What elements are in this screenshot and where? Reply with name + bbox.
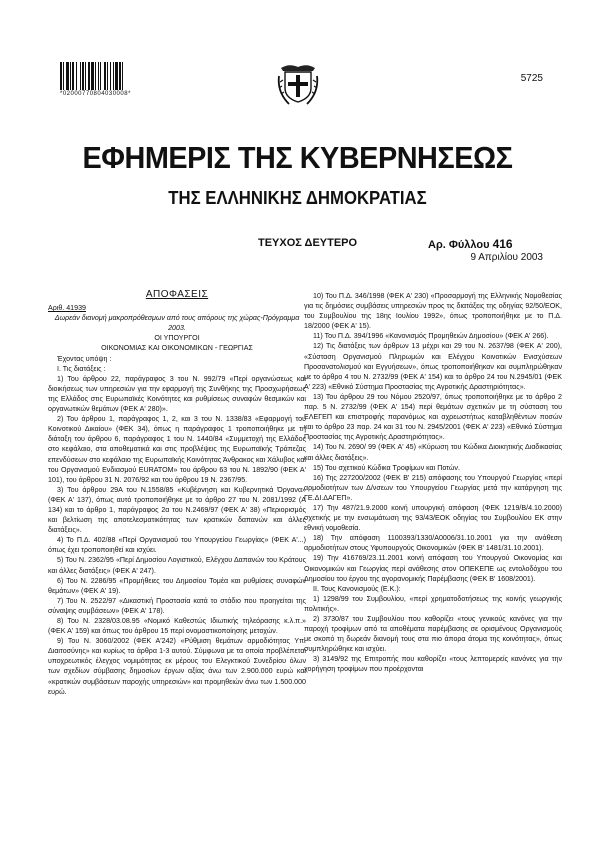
decision-title: Δωρεάν διανομή μακροπρόθεσμων από τους απόρους της χώρας-Πρόγραμμα 2003.	[54, 314, 300, 333]
right-column	[304, 291, 562, 675]
paragraph: 6) Του Ν. 2286/95 «Προμήθειες του Δημοσίου Τομέα και ρυθμίσεις συναφών θεμάτων» (ΦΕΚ Α' 19).	[48, 576, 306, 595]
issue-date: 9 Απριλίου 2003	[470, 252, 543, 263]
paragraph: 1) 1298/99 του Συμβουλίου, «περί χρηματοδοτήσεως της κοινής γεωργικής πολιτικής».	[304, 594, 562, 613]
paragraph: 10) Του Π.Δ. 346/1998 (ΦΕΚ Α' 230) «Προσαρμογή της Ελληνικής Νομοθεσίας για τις δημόσιες συμβάσεις υπηρεσιών προς τις διατάξεις της οδηγίας 92/50/ΕΟΚ, του Συμβουλίου της 18ης Ιουλίου 1992», όπως τροποποιήθηκε με το Π.Δ. 18/2000 (ΦΕΚ Α' 15).	[304, 292, 562, 331]
paragraph: 7) Του Ν. 2522/97 «Δικαστική Προστασία κατά το στάδιο που προηγείται της σύναψης συμβάσεων» (ΦΕΚ Α' 178).	[48, 596, 306, 615]
paragraph: 2) 3730/87 του Συμβουλίου που καθορίζει «τους γενικούς κανόνες για την παροχή τροφίμων από τα αποθέματα παρέμβασης σε ορισμένους Οργανισμούς με σκοπό τη δωρεάν διανομή τους στα πιο άπορα άτομα της κοινότητας», όπως συμπληρώθηκε και ισχύει.	[304, 615, 562, 654]
sheet-number	[428, 237, 513, 251]
paragraph: 5) Του Ν. 2362/95 «Περί Δημοσίου Λογιστικού, Ελέγχου Δαπανών του Κράτους και άλλες διατάξεις» (ΦΕΚ Α' 247).	[48, 556, 306, 575]
intro-text: Έχοντας υπόψη :	[57, 354, 112, 363]
gazette-subtitle: ΤΗΣ ΕΛΛΗΝΙΚΗΣ ΔΗΜΟΚΡΑΤΙΑΣ	[168, 188, 427, 208]
greek-coat-of-arms-icon	[277, 62, 319, 108]
paragraph: 17) Την 487/21.9.2000 κοινή υπουργική απόφαση (ΦΕΚ 1219/Β/4.10.2000) σχετικής με την ενσωμάτωση της 93/43/ΕΟΚ οδηγίας του Συμβουλίου ΕΚ στην εθνική νομοθεσία.	[304, 503, 562, 533]
left-column	[48, 290, 306, 697]
paragraph: 9) Του Ν. 3060/2002 (ΦΕΚ Α'242) «Ρύθμιση θεμάτων αρμοδιότητας Υπ. Διαιτοσύνης» και κυρίως τα άρθρα 1-3 αυτού. Σύμφωνα με τα οποία προβλέπεται υποχρεωτικός έλεγχος νομιμότητας εκ μέρους του Ελεγκτικού Συνεδρίου όλων των σχεδίων σύμβασης δημοσίων έργων αξίας άνω των 2.900.000 ευρώ και «κρατικών συμβάσεων παροχής υπηρεσιών» και προμηθειών άνω των 1.500.000 ευρώ.	[48, 637, 306, 696]
paragraph: 8) Του Ν. 2328/03.08.95 «Νομικό Καθεστώς Ιδιωτικής τηλεόρασης κ.λ.π.» (ΦΕΚ Α' 159) και όπως του άρθρου 15 περί ονομαστικοποίησης μετοχών.	[48, 617, 306, 636]
gazette-title: ΕΦΗΜΕΡΙΣ ΤΗΣ ΚΥΒΕΡΝΗΣΕΩΣ	[82, 140, 513, 175]
sheet-label: Αρ. Φύλλου	[428, 239, 490, 251]
paragraph: 1) Του άρθρου 22, παράγραφος 3 του Ν. 992/79 «Περί οργανώσεως και διοικήσεως των υπηρεσιών για την εφαρμογή της Συνθήκης της Προσχωρήσεως της Ελλάδος στις Ευρωπαϊκές Κοινότητες και ρυθμίσεως συναφών θεσμικών και οργανωτικών θεμάτων (ΦΕΚ Α' 280)».	[48, 374, 306, 414]
paragraph: 18) Την απόφαση 1100393/1330/Α0006/31.10.2001 για την ανάθεση αρμοδιοτήτων στους Υφυπουργούς Οικονομικών (ΦΕΚ Β' 1481/31.10.2001).	[304, 534, 562, 553]
paragraph: 14) Του Ν. 2690/ 99 (ΦΕΚ Α' 45) «Κύρωση του Κώδικα Διοικητικής Διαδικασίας και άλλες διατάξεις».	[304, 443, 562, 462]
paragraph: ΙΙ. Τους Κανονισμούς (Ε.Κ.):	[313, 584, 401, 593]
paragraph: 2) Του άρθρου 1, παράγραφος 1, 2, και 3 του Ν. 1338/83 «Εφαρμογή του Κοινοτικού Δικαίου» (ΦΕΚ 34), όπως η παράγραφος 1 τροποποιήθηκε με τη διάταξη του άρθρου 6, παράγραφος 1 του Ν. 1440/84 «Συμμετοχή της Ελλάδος στο κεφάλαιο, στα αποθεματικά και στις προβλέψεις της Ευρωπαϊκής Τράπεζας επενδύσεων στο κεφάλαιο της Ευρωπαϊκής Κοινότητας Άνθρακος και Χάλυβος και του Οργανισμού Ενδιασμού EURATOM» του άρθρου 63 του Ν. 1892/90 (ΦΕΚ Α' 101), του άρθρου 31 Ν. 2076/92 και του άρθρου 19 Ν. 2367/95.	[48, 415, 306, 484]
sheet-number-value: 416	[492, 237, 513, 251]
intro-subtext: Ι. Τις διατάξεις :	[57, 364, 106, 373]
paragraph: 19) Την 416769/23.11.2001 κοινή απόφαση του Υπουργού Οικονομίας και Οικονομικών και Γεωργίας περί ανάθεσης στον ΟΠΕΚΕΠΕ ως εντολοδόχου του Δημοσίου του έργου της αγορανομικής Παρέμβασης (ΦΕΚ Β' 1608/2001).	[304, 554, 562, 583]
paragraph: 12) Τις διατάξεις των άρθρων 13 μέχρι και 29 του Ν. 2637/98 (ΦΕΚ Α' 200), «Σύσταση Οργανισμού Πληρωμών και Ελέγχου Κοινοτικών Ενισχύσεων Προσανατολισμού και Εγγυήσεων», όπως τροποποιήθηκαν και συμπληρώθηκαν με το άρθρο 4 του Ν. 2732/99 (ΦΕΚ Α' 154) και το άρθρο 24 του Ν.2945/01 (ΦΕΚ Α' 223) «Εθνικό Σύστημα Προστασίας της Αγροτικής Δραστηριότητας».	[304, 342, 562, 391]
paragraph: 4) Το Π.Δ. 402/88 «Περί Οργανισμού του Υπουργείου Γεωργίας» (ΦΕΚ Α'...) όπως έχει τροποποιηθεί και ισχύει.	[48, 536, 306, 555]
barcode-text: *02000770804030008*	[60, 91, 131, 97]
section-heading: ΑΠΟΦΑΣΕΙΣ	[145, 289, 209, 300]
paragraph: 3) Του άρθρου 29Α του Ν.1558/85 «Κυβέρνηση και Κυβερνητικά Όργανα» (ΦΕΚ Α' 137), όπως αυτό τροποποιήθηκε με το άρθρο 27 του Ν. 2081/1992 (Α 134) και το άρθρο 1, παράγραφος 2α του Ν.2469/97 (ΦΕΚ Α' 38) «Περιορισμός και βελτίωση της αποτελεσματικότητας των κρατικών δαπανών και άλλες διατάξεις».	[48, 485, 306, 535]
paragraph: 3) 3149/92 της Επιτροπής που καθορίζει «τους λεπτομερείς κανόνες για την χορήγηση τροφίμων που προέρχονται	[304, 655, 562, 674]
paragraph: 11) Του Π.Δ. 394/1996 «Κανονισμός Προμηθειών Δημοσίου» (ΦΕΚ Α' 266).	[313, 332, 549, 341]
paragraph: 16) Της 227200/2002 (ΦΕΚ Β' 215) απόφασης του Υπουργού Γεωργίας «περί αρμοδιοτήτων των Δ/νσεων του Υπουργείου Γεωργίας μετά την κατάργηση της ΓΕ.ΔΙ.ΔΑΓΕΠ».	[304, 473, 562, 502]
ministries: ΟΙΚΟΝΟΜΙΑΣ ΚΑΙ ΟΙΚΟΝΟΜΙΚΩΝ - ΓΕΩΡΓΙΑΣ	[101, 344, 253, 353]
paragraph: 13) Του άρθρου 29 του Νόμου 2520/97, όπως τροποποιήθηκε με το άρθρο 2 παρ. 5 Ν. 2732/99 (ΦΕΚ Α' 154) περί θεμάτων σχετικών με τη σύσταση του ΕΛΕΓΕΠ και επιστροφής παρανόμως και αχρεωστήτως καταβληθέντων ποσών και το άρθρο 23 παρ. 24 και 31 του Ν. 2945/2001 (ΦΕΚ Α' 223) «Εθνικό Σύστημα Προστασίας της Αγροτικής Δραστηριότητας».	[304, 392, 562, 442]
authority: ΟΙ ΥΠΟΥΡΓΟΙ	[154, 334, 200, 343]
page-number: 5725	[520, 73, 543, 84]
paragraph: 15) Του σχετικού Κώδικα Τροφίμων και Ποτών.	[313, 463, 460, 472]
decision-number: Αριθ. 41939	[48, 304, 86, 313]
issue-label: ΤΕΥΧΟΣ ΔΕΥΤΕΡΟ	[258, 237, 358, 249]
barcode	[60, 62, 174, 90]
